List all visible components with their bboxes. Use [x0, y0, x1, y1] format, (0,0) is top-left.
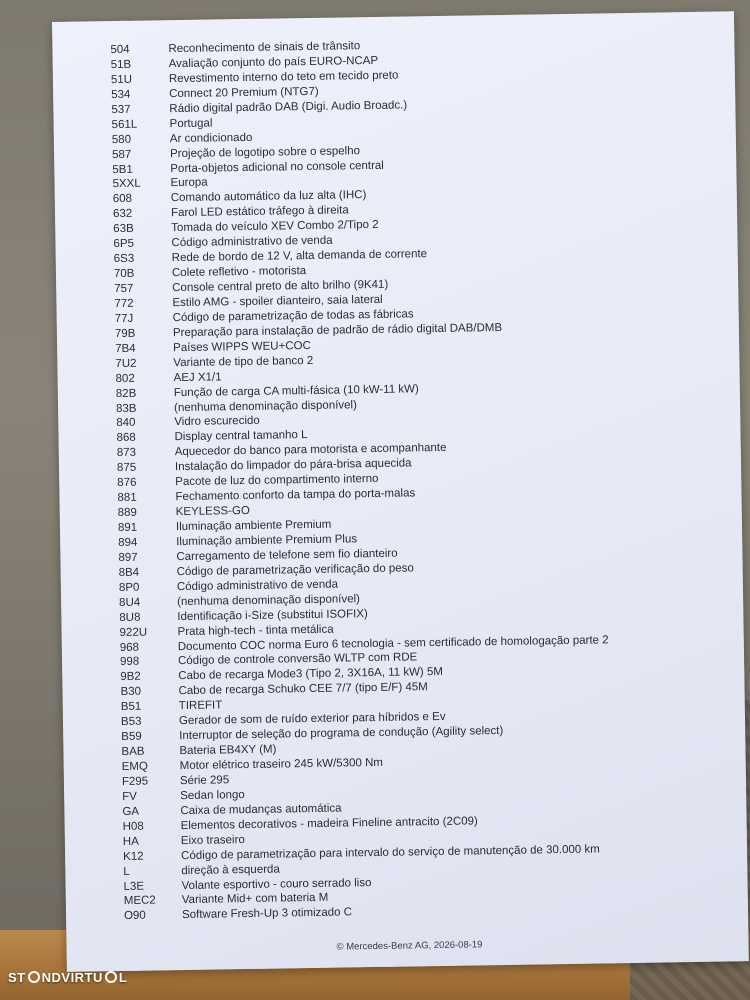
option-description: Carregamento de telefone sem fio dianteiro [176, 547, 398, 563]
watermark-ring-icon [105, 971, 117, 983]
option-description: Vidro escurecido [174, 415, 260, 429]
option-description: Iluminação ambiente Premium Plus [176, 533, 358, 549]
option-description: Gerador de som de ruído exterior para híbridos e Ev [178, 711, 446, 728]
option-code: 51B [110, 58, 132, 72]
option-description: Revestimento interno do teto em tecido preto [168, 69, 399, 86]
option-description: Tomada do veículo XEV Combo 2/Tipo 2 [171, 219, 379, 235]
watermark-text-start: ST [8, 969, 26, 985]
option-description: Pacote de luz do compartimento interno [175, 473, 379, 489]
option-description: Caixa de mudanças automática [180, 802, 342, 817]
option-description: KEYLESS-GO [175, 505, 250, 519]
option-code: 876 [117, 476, 137, 490]
option-description: Projeção de logotipo sobre o espelho [169, 144, 361, 160]
option-description: Motor elétrico traseiro 245 kW/5300 Nm [179, 756, 384, 773]
option-description: Cabo de recarga Mode3 (Tipo 2, 3X16A, 11 kW) 5M [178, 666, 443, 683]
option-code: 77J [114, 312, 134, 325]
option-code: GA [122, 805, 140, 818]
option-code: MEC2 [123, 894, 156, 908]
option-code: 894 [118, 536, 138, 549]
option-description: Fechamento conforto da tampa do porta-malas [175, 487, 416, 504]
option-description: Elementos decorativos - madeira Fineline antracito (2C09) [180, 815, 478, 832]
option-description: Portugal [169, 117, 213, 130]
option-description: Código administrativo de venda [176, 578, 339, 593]
option-description: Estilo AMG - spoiler dianteiro, saia lateral [172, 293, 383, 310]
option-code: L3E [123, 880, 145, 893]
option-code: 632 [112, 208, 133, 221]
option-code: 580 [111, 133, 132, 146]
option-description: Avaliação conjunto do país EURO-NCAP [168, 54, 379, 71]
option-description: Iluminação ambiente Premium [175, 518, 332, 534]
option-code: 922U [119, 626, 148, 639]
option-description: Preparação para instalação de padrão de rádio digital DAB/DMB [172, 321, 503, 339]
option-code: 881 [117, 491, 137, 505]
option-code: L [123, 865, 130, 878]
option-description: Rede de bordo de 12 V, alta demanda de corrente [171, 248, 428, 265]
option-description: Código de controle conversão WLTP com RDE [177, 651, 418, 668]
option-description: Prata high-tech - tinta metálica [177, 623, 334, 638]
option-description: Reconhecimento de sinais de trânsito [168, 40, 361, 56]
option-code: H08 [122, 820, 144, 833]
option-code: 504 [110, 43, 130, 57]
option-code: 840 [116, 417, 136, 430]
option-code: 9B2 [120, 671, 141, 684]
printed-sheet [52, 11, 749, 972]
option-code: 757 [114, 282, 134, 296]
option-description: Aquecedor do banco para motorista e acompanhante [174, 442, 447, 459]
option-code: 8U8 [119, 611, 141, 624]
option-description: Série 295 [179, 774, 230, 788]
option-code: BAB [121, 745, 145, 759]
option-description: Rádio digital padrão DAB (Digi. Audio Broadc.) [169, 99, 408, 115]
option-code-list [110, 34, 724, 925]
option-code: B30 [120, 685, 142, 699]
option-description: (nenhuma denominação disponível) [177, 592, 361, 608]
option-description: Código administrativo de venda [171, 234, 333, 250]
option-code: 868 [116, 432, 136, 445]
option-description: Interruptor de seleção do programa de condução (Agility select) [179, 725, 504, 743]
option-description: Colete refletivo - motorista [171, 265, 307, 280]
option-code: B53 [120, 715, 142, 729]
option-code: 6S3 [113, 252, 135, 266]
option-description: Código de parametrização para intervalo do serviço de manutenção de 30.000 km [181, 843, 600, 862]
option-code: 772 [114, 297, 134, 310]
option-code: 8P0 [118, 581, 140, 594]
option-code: K12 [123, 850, 144, 863]
option-code: 875 [116, 461, 137, 475]
option-description: Documento COC norma Euro 6 tecnologia - sem certificado de homologação parte 2 [177, 633, 609, 653]
option-code: 7U2 [115, 357, 137, 370]
option-code: 8U4 [119, 596, 141, 609]
option-code: B59 [121, 730, 142, 744]
option-code: 897 [118, 551, 138, 564]
option-code: 83B [115, 402, 137, 415]
option-code: 873 [116, 447, 137, 460]
option-code: 63B [113, 222, 134, 236]
option-code: 5XXL [112, 178, 141, 191]
option-code: 82B [115, 387, 137, 400]
option-code: 587 [111, 148, 132, 161]
option-description: Variante de tipo de banco 2 [173, 354, 314, 369]
option-description: Volante esportivo - couro serrado liso [181, 876, 372, 892]
option-description: direção à esquerda [181, 863, 280, 877]
option-code: FV [122, 790, 137, 803]
option-code: B51 [120, 700, 142, 714]
option-code: EMQ [121, 760, 149, 773]
copyright-footer: © Mercedes-Benz AG, 2026-08-19 [336, 939, 483, 953]
option-description: Software Fresh-Up 3 otimizado C [181, 906, 353, 922]
option-description: Cabo de recarga Schuko CEE 7/7 (tipo E/F) 45M [178, 681, 428, 698]
option-description: Eixo traseiro [180, 833, 245, 847]
option-description: TIREFIT [178, 699, 223, 713]
option-description: Variante Mid+ com bateria M [181, 892, 329, 907]
option-description: Porta-objetos adicional no console central [170, 159, 384, 175]
option-description: Farol LED estático tráfego à direita [170, 204, 349, 220]
watermark-text-end: L [118, 969, 128, 985]
watermark-text-middle: NDVIRTU [41, 969, 103, 985]
option-code: 5B1 [112, 163, 133, 176]
option-code: 608 [112, 193, 133, 206]
option-description: Ar condicionado [169, 131, 253, 145]
watermark-ring-icon [28, 971, 40, 983]
option-description: Países WIPPS WEU+COC [173, 339, 311, 354]
option-code: 51U [110, 73, 133, 86]
option-code: HA [122, 835, 139, 848]
option-code: 8B4 [118, 566, 140, 579]
option-code: 891 [117, 521, 138, 535]
option-description: Bateria EB4XY (M) [179, 743, 277, 758]
standvirtual-watermark [8, 966, 127, 988]
option-code: 968 [119, 641, 140, 654]
option-code: O90 [123, 910, 146, 923]
option-description: AEJ X1/1 [173, 371, 222, 384]
option-description: Connect 20 Premium (NTG7) [169, 85, 319, 100]
option-description: Console central preto de alto brilho (9K41) [172, 278, 389, 295]
option-description: Identificação i-Size (substitui ISOFIX) [177, 607, 368, 623]
option-code: 79B [114, 327, 136, 340]
option-description: Display central tamanho L [174, 429, 308, 444]
option-code: 561L [111, 118, 138, 131]
option-description: Código de parametrização verificação do peso [176, 562, 414, 578]
option-code: 7B4 [115, 342, 136, 355]
option-description: Europa [170, 177, 208, 190]
option-code: 70B [113, 267, 135, 281]
option-description: Código de parametrização de todas as fábricas [172, 308, 414, 325]
option-code: 6P5 [113, 237, 135, 251]
option-description: Comando automático da luz alta (IHC) [170, 189, 367, 205]
option-description: Instalação do limpador do pára-brisa aquecida [174, 457, 412, 474]
option-code: 802 [115, 372, 135, 385]
option-description: Função de carga CA multi-fásica (10 kW-11 kW) [173, 382, 419, 399]
option-code: 537 [111, 103, 131, 116]
option-code: 889 [117, 506, 138, 520]
option-code: 998 [119, 656, 140, 669]
option-code: F295 [121, 775, 149, 788]
option-description: Sedan longo [180, 788, 245, 802]
option-description: (nenhuma denominação disponível) [173, 398, 357, 414]
option-code: 534 [111, 88, 131, 101]
